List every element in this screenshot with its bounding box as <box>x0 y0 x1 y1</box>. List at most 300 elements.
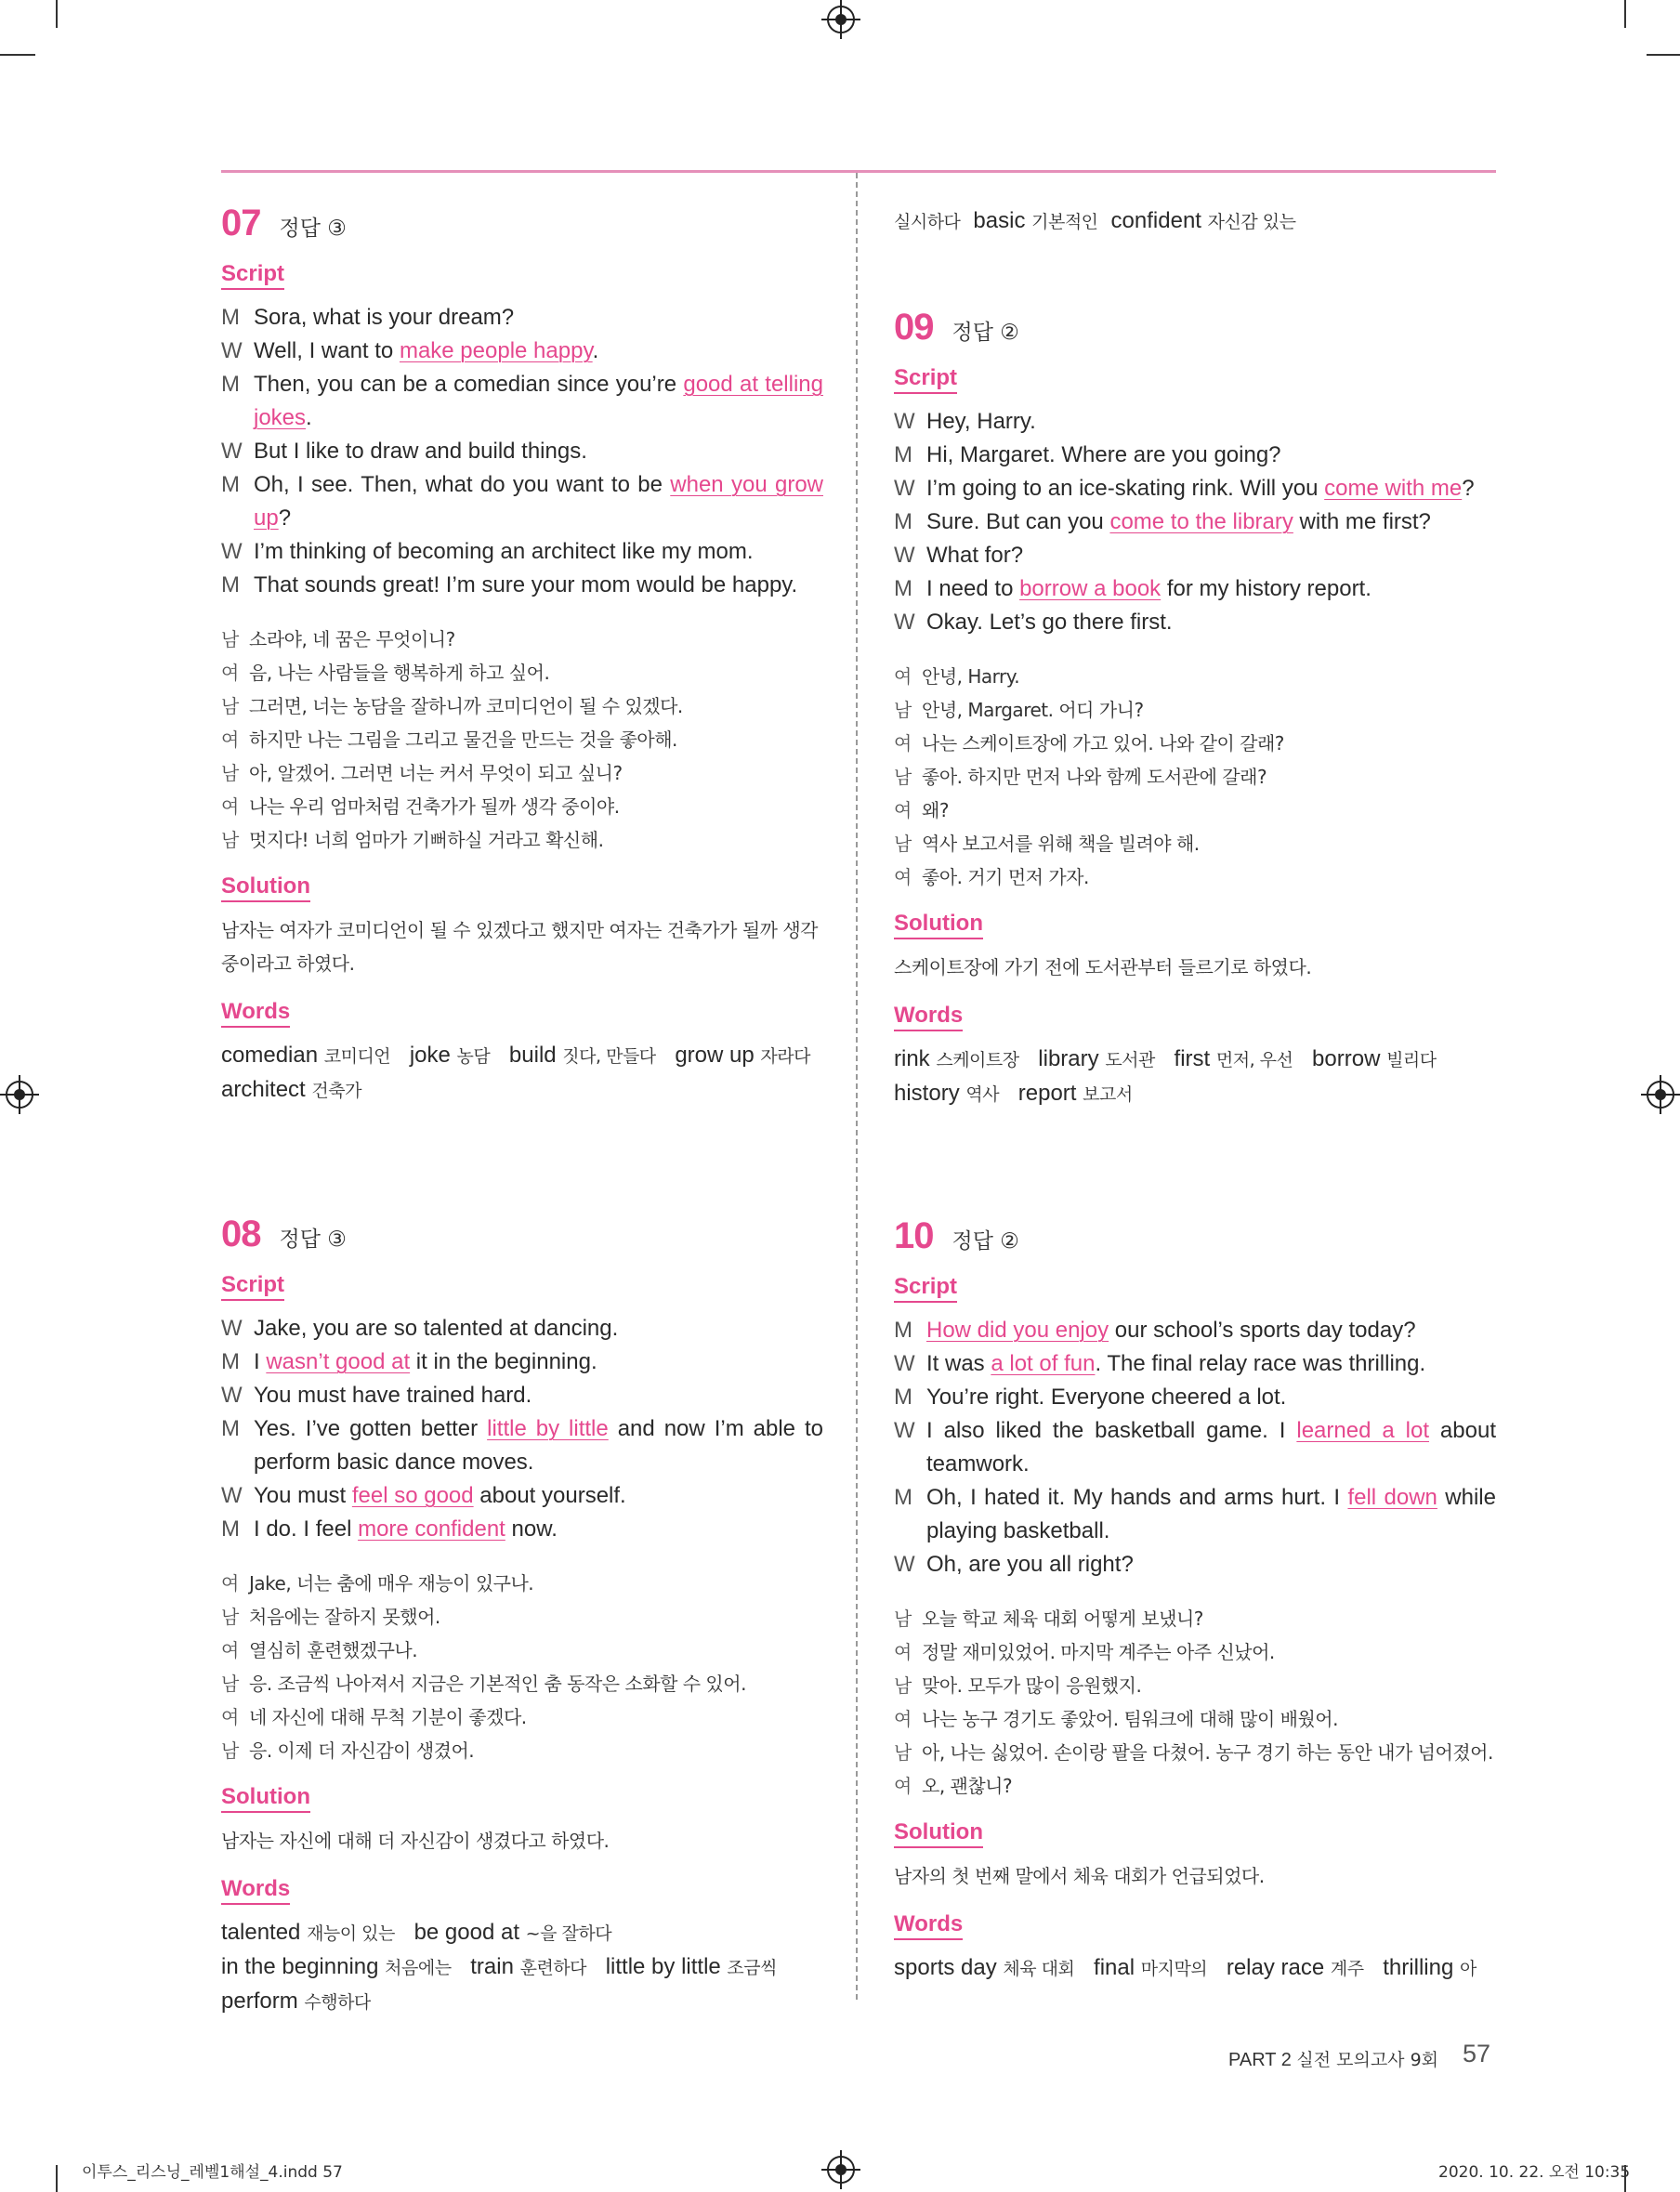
script-text: But I like to draw and build things. <box>254 439 587 464</box>
translation-line <box>221 1667 823 1700</box>
word-english: rink <box>894 1046 937 1071</box>
speaker-label: W <box>894 1552 915 1577</box>
translation-text: 나는 우리 엄마처럼 건축가가 될까 생각 중이야. <box>249 795 620 818</box>
words-heading: Words <box>894 1911 963 1940</box>
script-line <box>221 1479 823 1513</box>
script-heading: Script <box>221 261 284 290</box>
speaker-label: M <box>894 1385 912 1410</box>
question-number: 09 <box>894 307 934 348</box>
word-item <box>221 1077 361 1102</box>
script-line <box>894 472 1496 505</box>
translation-text: 오늘 학교 체육 대회 어떻게 보냈니? <box>922 1608 1203 1630</box>
translation-text: 나는 스케이트장에 가고 있어. 나와 같이 갈래? <box>922 732 1284 755</box>
translation-line <box>894 1602 1496 1635</box>
question-header <box>894 307 1496 348</box>
speaker-label: W <box>894 476 915 501</box>
word-item <box>1094 1955 1207 1980</box>
word-english: borrow <box>1312 1046 1387 1071</box>
speaker-label: 여 <box>894 1775 912 1797</box>
script-line <box>221 535 823 569</box>
question-number: 08 <box>221 1214 261 1254</box>
highlighted-phrase: when you grow up <box>254 472 823 531</box>
speaker-label: 여 <box>221 1639 239 1661</box>
translation-line <box>894 860 1496 894</box>
footer-section: 실전 모의고사 9회 <box>1296 2050 1439 2070</box>
words-continued <box>894 204 1496 239</box>
words-heading: Words <box>894 1003 963 1031</box>
speaker-label: 남 <box>221 762 239 784</box>
speaker-label: M <box>894 576 912 601</box>
script-heading: Script <box>894 365 957 394</box>
question-header <box>221 1214 823 1255</box>
script-line <box>221 1379 823 1412</box>
script-line <box>221 1513 823 1546</box>
translation-line <box>894 760 1496 794</box>
registration-mark-icon <box>1647 1081 1674 1109</box>
speaker-label: W <box>221 1483 243 1508</box>
words-heading: Words <box>221 999 290 1028</box>
script-line <box>221 468 823 535</box>
speaker-label: W <box>894 1351 915 1376</box>
script-text: You’re right. Everyone cheered a lot. <box>926 1385 1287 1410</box>
speaker-label: 남 <box>221 829 239 851</box>
word-korean: 수행하다 <box>304 1992 371 2013</box>
word-english: thrilling <box>1383 1955 1460 1980</box>
speaker-label: W <box>894 543 915 568</box>
script-line <box>894 606 1496 639</box>
footer-part: PART 2 <box>1228 2050 1292 2070</box>
word-korean: 농담 <box>456 1046 491 1067</box>
translation-text: 소라야, 네 꿈은 무엇이니? <box>249 628 455 650</box>
script-text: Okay. Let’s go there first. <box>926 610 1173 635</box>
word-english: sports day <box>894 1955 1004 1980</box>
word-english: little by little <box>605 1954 728 1979</box>
speaker-label: M <box>894 1485 912 1510</box>
translation-text: 좋아. 거기 먼저 가자. <box>922 866 1089 888</box>
word-english: build <box>508 1043 563 1068</box>
script-line <box>894 572 1496 606</box>
word-english: architect <box>221 1077 312 1102</box>
speaker-label: M <box>894 442 912 467</box>
translation-line <box>894 693 1496 727</box>
word-english: basic <box>973 208 1032 233</box>
translation-text: 아, 나는 싫었어. 손이랑 팔을 다쳤어. 농구 경기 하는 동안 내가 넘어졌어. <box>922 1741 1493 1764</box>
highlighted-phrase: How did you enjoy <box>926 1318 1109 1343</box>
word-english: report <box>1017 1081 1083 1106</box>
script-block <box>221 1312 823 1546</box>
script-block <box>894 1314 1496 1582</box>
word-korean: 코미디언 <box>323 1046 391 1067</box>
script-text: You must feel so good about yourself. <box>254 1483 626 1508</box>
solution-text: 남자는 자신에 대해 더 자신감이 생겼다고 하였다. <box>221 1830 610 1852</box>
speaker-label: M <box>221 472 240 497</box>
solution-text: 스케이트장에 가기 전에 도서관부터 들르기로 하였다. <box>894 956 1312 978</box>
speaker-label: W <box>894 409 915 434</box>
footer-section-label <box>1228 2046 1438 2071</box>
translation-line <box>221 1634 823 1667</box>
word-item <box>1383 1955 1477 1980</box>
translation-text: 나는 농구 경기도 좋았어. 팀워크에 대해 많이 배웠어. <box>922 1708 1338 1730</box>
script-block <box>221 301 823 602</box>
speaker-label: W <box>221 539 243 564</box>
word-korean: 기본적인 <box>1031 212 1098 232</box>
translation-line <box>894 827 1496 860</box>
script-line <box>894 1481 1496 1548</box>
word-item <box>410 1043 490 1068</box>
script-heading: Script <box>221 1272 284 1301</box>
script-line <box>221 335 823 368</box>
word-item <box>894 1081 999 1106</box>
registration-mark-icon <box>827 6 855 33</box>
translation-line <box>221 1700 823 1734</box>
translation-text: 응. 조금씩 나아져서 지금은 기본적인 춤 동작은 소화할 수 있어. <box>249 1673 746 1695</box>
word-english: first <box>1174 1046 1216 1071</box>
highlighted-phrase: learned a lot <box>1296 1418 1429 1443</box>
word-english: library <box>1038 1046 1106 1071</box>
translation-line <box>221 656 823 689</box>
script-line <box>894 1414 1496 1481</box>
highlighted-phrase: make people happy <box>399 338 593 363</box>
question-header <box>894 1215 1496 1257</box>
translation-text: 왜? <box>922 799 949 821</box>
slug-filename: 이투스_리스닝_레벨1해설_4.indd 57 <box>82 2163 343 2182</box>
word-english: train <box>470 1954 520 1979</box>
word-english: comedian <box>221 1043 324 1068</box>
speaker-label: 여 <box>221 662 239 684</box>
speaker-label: M <box>221 1349 240 1374</box>
script-line <box>894 539 1496 572</box>
speaker-label: M <box>221 372 240 397</box>
script-line <box>894 1347 1496 1381</box>
word-korean: 조금씩 <box>727 1958 777 1978</box>
registration-mark-icon <box>6 1081 33 1109</box>
words-list <box>894 1043 1496 1111</box>
translation-text: 아, 알겠어. 그러면 너는 커서 무엇이 되고 싶니? <box>249 762 623 784</box>
crop-mark <box>56 0 58 28</box>
script-line <box>894 1381 1496 1414</box>
script-line <box>221 301 823 335</box>
question-number: 07 <box>221 203 261 243</box>
script-text: I also liked the basketball game. I learned a lot about teamwork. <box>926 1418 1496 1477</box>
question-07 <box>221 203 823 1108</box>
highlighted-phrase: feel so good <box>351 1483 474 1508</box>
translation-line <box>894 660 1496 693</box>
words-heading: Words <box>221 1876 290 1905</box>
script-text: Hi, Margaret. Where are you going? <box>926 442 1281 467</box>
script-text: How did you enjoy our school’s sports day today? <box>926 1318 1416 1343</box>
word-item <box>675 1043 810 1068</box>
script-text: Then, you can be a comedian since you’re good at telling jokes. <box>254 372 823 430</box>
script-line <box>894 1548 1496 1582</box>
script-text: What for? <box>926 543 1024 568</box>
translation-line <box>894 1736 1496 1769</box>
translation-text: 멋지다! 너희 엄마가 기뻐하실 거라고 확신해. <box>249 829 604 851</box>
solution-heading: Solution <box>221 873 310 902</box>
words-list <box>221 1916 823 2019</box>
script-text: Sora, what is your dream? <box>254 305 515 330</box>
question-header <box>221 203 823 244</box>
script-line <box>221 1345 823 1379</box>
crop-mark <box>1647 54 1680 56</box>
script-line <box>894 405 1496 439</box>
speaker-label: W <box>221 1316 243 1341</box>
speaker-label: 남 <box>894 766 912 788</box>
script-text: Yes. I’ve gotten better little by little and now I’m able to perform basic dance moves. <box>254 1416 824 1475</box>
word-item <box>1227 1955 1364 1980</box>
script-line <box>221 435 823 468</box>
translation-text: 하지만 나는 그림을 그리고 물건을 만드는 것을 좋아해. <box>249 728 677 751</box>
speaker-label: M <box>894 1318 912 1343</box>
speaker-label: 여 <box>221 728 239 751</box>
answer-label: 정답 ③ <box>279 217 347 241</box>
translation-line <box>894 794 1496 827</box>
word-korean: 스케이트장 <box>936 1050 1019 1070</box>
speaker-label: 남 <box>894 1608 912 1630</box>
translation-text: 좋아. 하지만 먼저 나와 함께 도서관에 갈래? <box>922 766 1267 788</box>
word-item <box>470 1954 586 1979</box>
translation-line <box>221 623 823 656</box>
word-korean: 빌리다 <box>1386 1050 1437 1070</box>
speaker-label: 여 <box>221 1572 239 1595</box>
speaker-label: 여 <box>894 732 912 755</box>
speaker-label: W <box>221 338 243 363</box>
word-item <box>221 1920 395 1945</box>
translation-line <box>894 1669 1496 1702</box>
word-item <box>1018 1081 1133 1106</box>
speaker-label: W <box>221 1383 243 1408</box>
translation-text: 안녕, Margaret. 어디 가니? <box>922 699 1144 721</box>
word-item <box>973 208 1097 233</box>
word-korean: 짓다, 만들다 <box>562 1046 656 1067</box>
word-item <box>894 1955 1074 1980</box>
word-korean: 체육 대회 <box>1003 1959 1075 1979</box>
word-korean: 처음에는 <box>385 1958 452 1978</box>
word-item <box>894 1046 1019 1071</box>
speaker-label: 여 <box>894 665 912 688</box>
registration-mark-icon <box>827 2156 855 2184</box>
word-korean: 건축가 <box>311 1081 361 1101</box>
word-item <box>894 208 960 233</box>
script-text: Hey, Harry. <box>926 409 1036 434</box>
script-text: You must have trained hard. <box>254 1383 532 1408</box>
translation-line <box>894 727 1496 760</box>
translation-text: 네 자신에 대해 무척 기분이 좋겠다. <box>249 1706 527 1728</box>
solution-text: 남자의 첫 번째 말에서 체육 대회가 언급되었다. <box>894 1865 1265 1887</box>
word-item <box>1312 1046 1437 1071</box>
word-english: be good at <box>413 1920 526 1945</box>
word-english: history <box>894 1081 966 1106</box>
word-item <box>509 1043 656 1068</box>
word-korean: 재능이 있는 <box>307 1923 395 1944</box>
script-text: That sounds great! I’m sure your mom would be happy. <box>254 572 798 597</box>
slug-datetime: 2020. 10. 22. 오전 10:35 <box>1438 2163 1631 2182</box>
question-10 <box>894 1215 1496 1986</box>
speaker-label: 남 <box>221 695 239 717</box>
word-english: confident <box>1110 208 1208 233</box>
highlighted-phrase: come to the library <box>1109 509 1293 534</box>
word-korean: 역사 <box>965 1084 1000 1105</box>
speaker-label: 여 <box>221 1706 239 1728</box>
translation-text: 정말 재미있었어. 마지막 계주는 아주 신났어. <box>922 1641 1275 1663</box>
word-item <box>221 1043 390 1068</box>
translation-text: 처음에는 잘하지 못했어. <box>249 1606 440 1628</box>
script-text: I do. I feel more confident now. <box>254 1516 558 1542</box>
translation-block <box>894 660 1496 894</box>
word-korean: 보고서 <box>1083 1084 1133 1105</box>
word-korean: 훈련하다 <box>519 1958 587 1978</box>
translation-text: 열심히 훈련했겠구나. <box>249 1639 418 1661</box>
script-text: I’m going to an ice-skating rink. Will you come with me? <box>926 476 1475 501</box>
script-text: Jake, you are so talented at dancing. <box>254 1316 619 1341</box>
word-korean: 아 <box>1459 1959 1477 1979</box>
speaker-label: 여 <box>894 1641 912 1663</box>
solution-heading: Solution <box>221 1784 310 1813</box>
translation-text: 역사 보고서를 위해 책을 빌려야 해. <box>922 833 1200 855</box>
word-korean: 먼저, 우선 <box>1215 1050 1293 1070</box>
speaker-label: 남 <box>894 699 912 721</box>
word-item <box>1175 1046 1293 1071</box>
word-item <box>221 1989 371 2014</box>
words-list <box>221 1039 823 1108</box>
speaker-label: 남 <box>221 1606 239 1628</box>
translation-text: 음, 나는 사람들을 행복하게 하고 싶어. <box>249 662 550 684</box>
script-text: Oh, I hated it. My hands and arms hurt. I fell down while playing basketball. <box>926 1485 1496 1543</box>
solution-heading: Solution <box>894 911 983 939</box>
translation-block <box>221 1567 823 1767</box>
word-english: grow up <box>675 1043 761 1068</box>
crop-mark <box>1624 0 1626 28</box>
translation-text: 그러면, 너는 농담을 잘하니까 코미디언이 될 수 있겠다. <box>249 695 683 717</box>
word-item <box>414 1920 612 1945</box>
solution-text: 남자는 여자가 코미디언이 될 수 있겠다고 했지만 여자는 건축가가 될까 생각 중이라고 하였다. <box>221 919 818 975</box>
script-text: Oh, are you all right? <box>926 1552 1134 1577</box>
script-text: Oh, I see. Then, what do you want to be when you grow up? <box>254 472 823 531</box>
script-line <box>221 569 823 602</box>
page-number: 57 <box>1463 2040 1491 2067</box>
script-text: I wasn’t good at it in the beginning. <box>254 1349 597 1374</box>
script-line <box>221 1312 823 1345</box>
speaker-label: M <box>221 305 240 330</box>
crop-mark <box>0 54 35 56</box>
word-korean: 도서관 <box>1105 1050 1155 1070</box>
translation-text: 응. 이제 더 자신감이 생겼어. <box>249 1739 475 1762</box>
word-item <box>1038 1046 1155 1071</box>
answer-label: 정답 ② <box>952 321 1019 345</box>
highlighted-phrase: good at telling jokes <box>254 372 823 430</box>
script-text: I need to borrow a book for my history report. <box>926 576 1372 601</box>
answer-label: 정답 ③ <box>279 1227 347 1252</box>
speaker-label: M <box>221 572 240 597</box>
highlighted-phrase: fell down <box>1347 1485 1437 1510</box>
translation-block <box>221 623 823 857</box>
question-09 <box>894 307 1496 1111</box>
translation-line <box>894 1769 1496 1803</box>
translation-line <box>221 1600 823 1634</box>
speaker-label: 여 <box>221 795 239 818</box>
translation-text: 안녕, Harry. <box>922 665 1020 688</box>
column-divider <box>856 173 858 2000</box>
words-list <box>894 1951 1496 1986</box>
speaker-label: 남 <box>894 1674 912 1697</box>
translation-line <box>221 1734 823 1767</box>
speaker-label: M <box>221 1516 240 1542</box>
solution-heading: Solution <box>894 1819 983 1848</box>
translation-block <box>894 1602 1496 1803</box>
highlighted-phrase: borrow a book <box>1019 576 1162 601</box>
highlighted-phrase: wasn’t good at <box>266 1349 411 1374</box>
word-item <box>221 1954 452 1979</box>
speaker-label: M <box>221 1416 240 1441</box>
translation-text: Jake, 너는 춤에 매우 재능이 있구나. <box>249 1572 534 1595</box>
answer-label: 정답 ② <box>952 1229 1019 1254</box>
word-item <box>606 1954 777 1979</box>
word-english: final <box>1094 1955 1141 1980</box>
translation-line <box>894 1702 1496 1736</box>
speaker-label: 남 <box>221 1739 239 1762</box>
speaker-label: 남 <box>894 833 912 855</box>
speaker-label: W <box>221 439 243 464</box>
speaker-label: 남 <box>221 628 239 650</box>
speaker-label: 여 <box>894 1708 912 1730</box>
word-english: perform <box>221 1989 305 2014</box>
highlighted-phrase: little by little <box>487 1416 609 1441</box>
translation-line <box>221 1567 823 1600</box>
word-korean: ~을 잘하다 <box>525 1923 612 1944</box>
speaker-label: 남 <box>894 1741 912 1764</box>
script-line <box>221 1412 823 1479</box>
translation-text: 오, 괜찮니? <box>922 1775 1013 1797</box>
top-rule <box>221 170 1496 173</box>
highlighted-phrase: more confident <box>358 1516 505 1542</box>
translation-line <box>221 756 823 790</box>
word-english: relay race <box>1226 1955 1331 1980</box>
highlighted-phrase: come with me <box>1324 476 1463 501</box>
word-english: talented <box>221 1920 308 1945</box>
highlighted-phrase: a lot of fun <box>991 1351 1096 1376</box>
question-08 <box>221 1214 823 2019</box>
word-korean: 실시하다 <box>894 212 961 232</box>
question-number: 10 <box>894 1215 934 1256</box>
word-item <box>1111 208 1296 233</box>
script-block <box>894 405 1496 639</box>
word-english: joke <box>409 1043 457 1068</box>
speaker-label: M <box>894 509 912 534</box>
word-korean: 자라다 <box>760 1046 810 1067</box>
word-english: in the beginning <box>221 1954 386 1979</box>
script-text: Sure. But can you come to the library with me first? <box>926 509 1431 534</box>
speaker-label: 남 <box>221 1673 239 1695</box>
translation-text: 맞아. 모두가 많이 응원했지. <box>922 1674 1142 1697</box>
script-line <box>894 439 1496 472</box>
script-line <box>221 368 823 435</box>
speaker-label: 여 <box>894 866 912 888</box>
crop-mark <box>56 2165 58 2192</box>
script-line <box>894 1314 1496 1347</box>
script-text: It was a lot of fun. The final relay race was thrilling. <box>926 1351 1426 1376</box>
translation-line <box>221 689 823 723</box>
script-line <box>894 505 1496 539</box>
script-heading: Script <box>894 1274 957 1303</box>
word-korean: 자신감 있는 <box>1207 212 1296 232</box>
speaker-label: W <box>894 610 915 635</box>
script-text: I’m thinking of becoming an architect like my mom. <box>254 539 754 564</box>
translation-line <box>221 723 823 756</box>
translation-line <box>221 823 823 857</box>
speaker-label: W <box>894 1418 915 1443</box>
script-text: Well, I want to make people happy. <box>254 338 599 363</box>
translation-line <box>894 1635 1496 1669</box>
word-korean: 계주 <box>1330 1959 1364 1979</box>
